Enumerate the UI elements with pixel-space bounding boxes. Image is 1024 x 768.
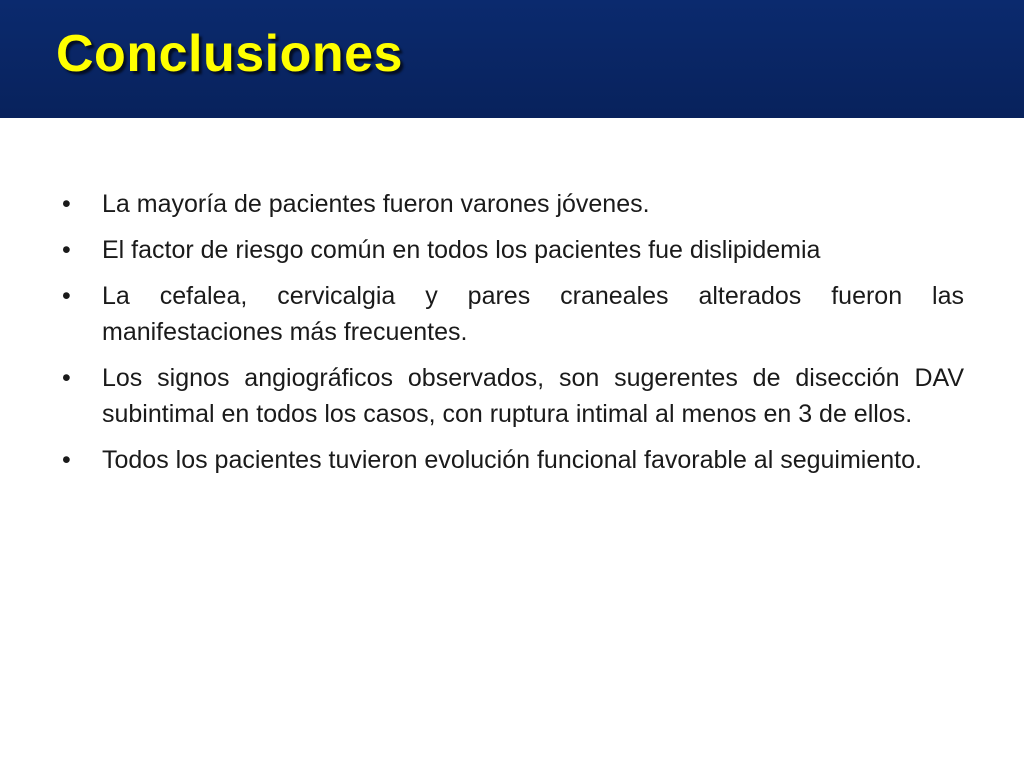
slide-content <box>60 186 964 488</box>
bullet-list <box>60 186 964 478</box>
bullet-item <box>60 278 964 350</box>
bullet-text: El factor de riesgo común en todos los pacientes fue dislipidemia <box>102 236 821 264</box>
bullet-marker: • <box>62 282 71 310</box>
bullet-text: La mayoría de pacientes fueron varones jóvenes. <box>102 190 650 218</box>
bullet-text: Los signos angiográficos observados, son sugerentes de disección DAV subintimal en todos los casos, con ruptura intimal al menos en 3 de ellos. <box>102 364 964 428</box>
bullet-text: Todos los pacientes tuvieron evolución funcional favorable al seguimiento. <box>102 446 922 474</box>
bullet-marker: • <box>62 190 71 218</box>
slide-title: Conclusiones <box>56 25 403 83</box>
bullet-marker: • <box>62 446 71 474</box>
bullet-item <box>60 442 964 478</box>
bullet-item <box>60 186 964 222</box>
bullet-marker: • <box>62 364 71 392</box>
bullet-item <box>60 232 964 268</box>
bullet-item <box>60 360 964 432</box>
title-bar <box>0 0 1024 118</box>
bullet-text: La cefalea, cervicalgia y pares craneales alterados fueron las manifestaciones más frecuentes. <box>102 282 964 346</box>
bullet-marker: • <box>62 236 71 264</box>
